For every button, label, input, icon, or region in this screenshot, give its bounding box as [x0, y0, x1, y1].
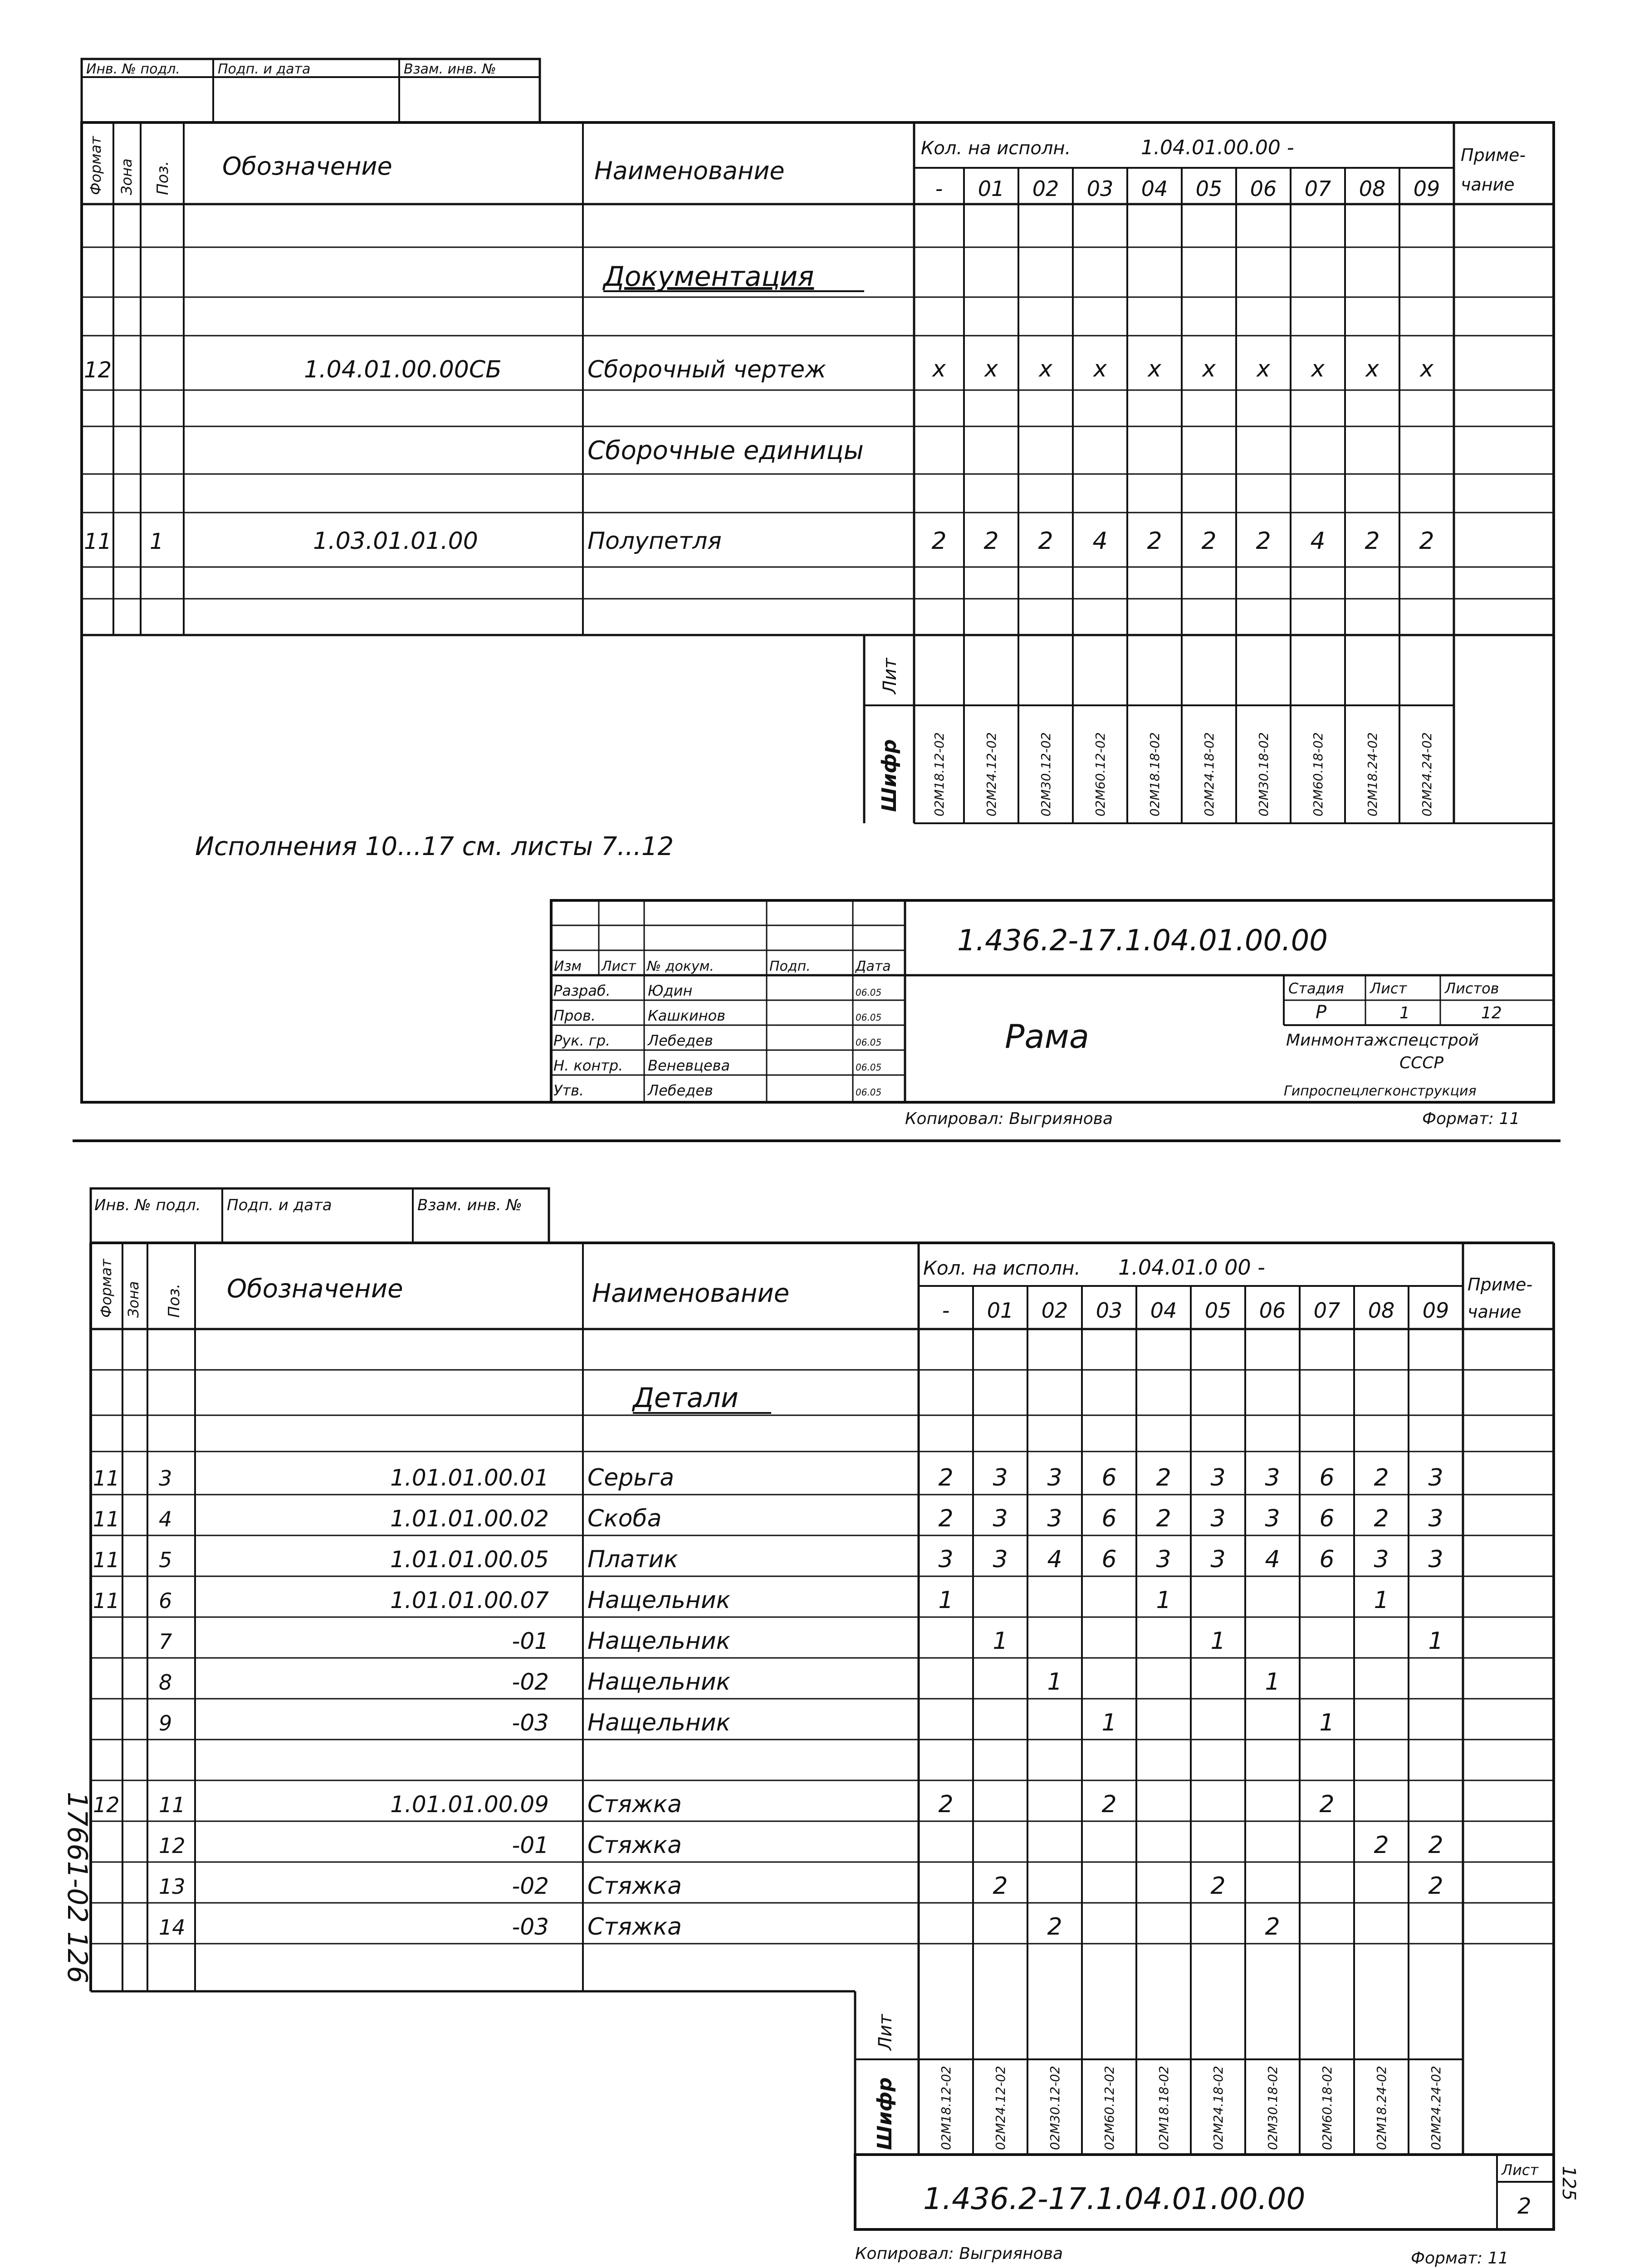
doc-title: Рама [1005, 1017, 1089, 1056]
header-designation: Обозначение [227, 1274, 403, 1304]
title-col-header: Подп. [769, 958, 811, 974]
variant-header: 06 [1259, 1298, 1286, 1323]
variant-code: 02М30.18-02 [1256, 732, 1271, 816]
table-row [159, 1668, 1280, 1696]
cell-designation: 1.01.01.00.02 [390, 1505, 549, 1532]
cell-name: Стяжка [587, 1913, 682, 1941]
qty-cell: 3 [1428, 1546, 1443, 1573]
header-name: Наименование [594, 156, 785, 185]
qty-cell: 1 [993, 1628, 1008, 1655]
row-qty [931, 528, 1434, 555]
qty-cell: 6 [1319, 1464, 1335, 1491]
qty-cell: 4 [1265, 1546, 1280, 1573]
qty-cell: 2 [1038, 528, 1053, 555]
qty-cell: 6 [1101, 1546, 1117, 1573]
qty-cell: x [1257, 356, 1270, 382]
person-date: 06.05 [856, 987, 882, 998]
person-role: Н. контр. [553, 1057, 623, 1074]
qty-cell: 1 [1156, 1587, 1171, 1614]
cell-name: Стяжка [587, 1872, 682, 1900]
qty-cell: 2 [993, 1872, 1008, 1900]
cell-format: 11 [93, 1507, 120, 1531]
header-qty-code: 1.04.01.00.00 - [1141, 136, 1294, 159]
qty-cell: 1 [1319, 1709, 1335, 1736]
variant-header: 02 [1041, 1298, 1068, 1323]
variant-code: 02М24.18-02 [1211, 2066, 1226, 2150]
cell-designation: 1.01.01.00.05 [390, 1546, 549, 1573]
variant-headers [935, 176, 1440, 201]
header-zone: Зона [118, 158, 135, 195]
person-name: Веневцева [648, 1057, 730, 1074]
org-line-2: СССР [1399, 1054, 1444, 1072]
variant-code: 02М24.24-02 [1419, 732, 1434, 816]
variant-header: 02 [1032, 176, 1059, 201]
title-col-header: Лист [602, 958, 636, 974]
qty-cell: 2 [1210, 1872, 1226, 1900]
variant-code: 02М18.18-02 [1156, 2066, 1171, 2150]
variant-header: 01 [978, 176, 1005, 201]
qty-cell: 3 [1210, 1505, 1226, 1532]
table-row [159, 1709, 1335, 1736]
qty-cell: 1 [1428, 1628, 1443, 1655]
qty-cell: 6 [1101, 1464, 1117, 1491]
cell-designation: -01 [512, 1628, 549, 1654]
qty-cell: 2 [1428, 1872, 1443, 1900]
cell-designation: -02 [512, 1873, 549, 1899]
cell-designation: 1.01.01.00.09 [390, 1791, 549, 1818]
header-zone: Зона [125, 1281, 142, 1318]
variant-code: 02М60.12-02 [1102, 2066, 1117, 2150]
cell-pos: 3 [159, 1466, 172, 1491]
cell-pos: 9 [159, 1711, 172, 1735]
qty-cell: 2 [1319, 1791, 1335, 1818]
cell-format: 11 [93, 1466, 120, 1491]
variant-header: 09 [1413, 176, 1440, 201]
qty-cell: 2 [1365, 528, 1380, 555]
lit-label: Лит [875, 2014, 896, 2050]
qty-cell: x [932, 356, 946, 382]
qty-cell: 2 [983, 528, 999, 555]
header-pos: Поз. [154, 161, 172, 195]
qty-cell: 2 [1047, 1913, 1062, 1941]
cell-designation: 1.01.01.00.07 [390, 1587, 549, 1613]
cell-designation: 1.04.01.00.00СБ [304, 356, 502, 383]
title-col-headers [554, 958, 891, 974]
qty-cell: 2 [1201, 528, 1217, 555]
cell-name: Нащельник [587, 1668, 731, 1696]
table-row [93, 1546, 1443, 1573]
variant-code: 02М30.18-02 [1265, 2066, 1280, 2150]
qty-cell: 3 [1265, 1464, 1280, 1491]
qty-cell: 1 [938, 1587, 954, 1614]
qty-cell: 1 [1101, 1709, 1117, 1736]
cell-name: Стяжка [587, 1832, 682, 1859]
cell-pos: 4 [159, 1507, 172, 1531]
qty-cell: 2 [1374, 1832, 1389, 1859]
copied-by: Копировал: Выгриянова [855, 2244, 1063, 2263]
table-frame [82, 122, 1554, 1102]
section-parts: Детали [633, 1382, 739, 1414]
qty-cell: 3 [1265, 1505, 1280, 1532]
cell-name: Нащельник [587, 1587, 731, 1614]
qty-cell: 1 [1265, 1668, 1280, 1696]
header-note-1: Приме- [1468, 1275, 1533, 1295]
sheets-label: Листов [1445, 980, 1499, 997]
qty-cell: 2 [1147, 528, 1162, 555]
lit-label: Лит [880, 658, 900, 694]
variant-code: 02М30.12-02 [1038, 732, 1053, 816]
table-row [93, 1464, 1443, 1491]
qty-cell: 4 [1092, 528, 1108, 555]
person-name: Лебедев [648, 1032, 713, 1049]
corner-note: 125 [1558, 2166, 1579, 2201]
qty-cell: 2 [931, 528, 947, 555]
qty-cell: x [1202, 356, 1216, 382]
spec-table-1 [82, 122, 1554, 1102]
variant-code: 02М18.12-02 [939, 2066, 954, 2150]
qty-cell: 3 [938, 1546, 954, 1573]
variant-header: 06 [1250, 176, 1277, 201]
qty-cell: 6 [1101, 1505, 1117, 1532]
variant-code: 02М24.18-02 [1202, 732, 1217, 816]
variant-header: 05 [1195, 176, 1223, 201]
qty-cell: 2 [1156, 1505, 1171, 1532]
person-date: 06.05 [856, 1037, 882, 1048]
org-line-3: Гипроспецлегконструкция [1284, 1083, 1477, 1099]
shifr-label: Шифр [873, 2077, 896, 2150]
variant-code: 02М18.24-02 [1365, 732, 1380, 816]
table-row [93, 1791, 1335, 1818]
sheet-value: 2 [1517, 2194, 1531, 2219]
cell-name: Серьга [587, 1464, 675, 1491]
cell-format: 11 [93, 1589, 120, 1613]
qty-cell: x [1365, 356, 1379, 382]
variant-code: 02М18.12-02 [932, 732, 947, 816]
cell-name: Скоба [587, 1505, 662, 1532]
title-block-1 [551, 900, 1554, 1102]
header-qty-label: Кол. на исполн. [921, 138, 1071, 159]
variant-code: 02М60.18-02 [1311, 732, 1326, 816]
cell-designation: -02 [512, 1669, 549, 1695]
table-row [93, 1505, 1443, 1532]
qty-cell: 4 [1047, 1546, 1062, 1573]
qty-cell: 2 [938, 1791, 954, 1818]
header-format: Формат [98, 1259, 115, 1318]
person-date: 06.05 [856, 1012, 882, 1023]
header-note-2: чание [1468, 1302, 1521, 1322]
variant-code: 02М18.24-02 [1374, 2066, 1389, 2150]
stamp-label-inv: Инв. № подл. [86, 61, 180, 77]
person-role: Пров. [553, 1007, 596, 1024]
cell-format: 12 [93, 1793, 120, 1817]
qty-cell: 3 [1374, 1546, 1389, 1573]
stamp-label-sign: Подп. и дата [218, 61, 311, 77]
cell-designation: -03 [512, 1710, 549, 1736]
qty-cell: 3 [993, 1505, 1008, 1532]
qty-cell: x [1148, 356, 1161, 382]
variant-header: 03 [1086, 176, 1114, 201]
stage-label: Стадия [1288, 980, 1344, 997]
variant-code: 02М24.12-02 [993, 2066, 1008, 2150]
cell-designation: 1.01.01.00.01 [390, 1465, 549, 1491]
cell-pos: 1 [150, 529, 164, 554]
table-row [159, 1832, 1443, 1859]
format-label: Формат: 11 [1411, 2249, 1509, 2268]
cell-pos: 12 [159, 1833, 186, 1858]
note-executions: Исполнения 10...17 см. листы 7...12 [195, 832, 674, 861]
cell-pos: 14 [159, 1915, 186, 1940]
qty-cell: x [1039, 356, 1052, 382]
title-block-2 [855, 2155, 1554, 2229]
sheet-value: 1 [1399, 1004, 1410, 1022]
doc-number: 1.436.2-17.1.04.01.00.00 [923, 2181, 1306, 2216]
qty-cell: 3 [1210, 1546, 1226, 1573]
header-qty-code: 1.04.01.0 00 - [1118, 1255, 1265, 1280]
org-line-1: Минмонтажспецстрой [1286, 1031, 1479, 1050]
section-assembly-units: Сборочные единицы [587, 436, 864, 465]
variant-code: 02М24.12-02 [984, 732, 999, 816]
variant-code: 02М18.18-02 [1147, 732, 1162, 816]
title-col-header: № докум. [647, 958, 714, 974]
qty-cell: 3 [1047, 1464, 1062, 1491]
person-name: Лебедев [648, 1082, 713, 1099]
qty-cell: 3 [1047, 1505, 1062, 1532]
variant-codes [932, 732, 1434, 816]
person-name: Юдин [648, 982, 693, 999]
stamp-label-replace: Взам. инв. № [404, 61, 496, 77]
variant-headers [942, 1298, 1449, 1323]
side-number: 17661-02 126 [61, 1792, 93, 1984]
shifr-label: Шифр [878, 739, 901, 812]
sheet-1 [82, 59, 1554, 1128]
stage-value: Р [1316, 1002, 1327, 1023]
cell-pos: 8 [159, 1670, 172, 1695]
format-label: Формат: 11 [1422, 1110, 1520, 1128]
stamp-top-2 [91, 1188, 549, 1243]
cell-name: Нащельник [587, 1709, 731, 1736]
qty-cell: 2 [1374, 1505, 1389, 1532]
cell-pos: 6 [159, 1589, 172, 1613]
sheets-value: 12 [1481, 1004, 1502, 1022]
qty-cell: 6 [1319, 1505, 1335, 1532]
cell-format: 12 [84, 357, 112, 383]
qty-cell: 1 [1047, 1668, 1062, 1696]
header-qty-label: Кол. на исполн. [923, 1257, 1081, 1279]
person-role: Утв. [553, 1082, 584, 1099]
qty-cell: 3 [993, 1546, 1008, 1573]
qty-cell: 2 [1101, 1791, 1117, 1818]
variant-header: 07 [1313, 1298, 1340, 1323]
header-name: Наименование [592, 1279, 790, 1308]
variant-code: 02М30.12-02 [1047, 2066, 1062, 2150]
sheet-2 [91, 1188, 1554, 2268]
cell-designation: -01 [512, 1832, 549, 1858]
stamp-label-sign: Подп. и дата [227, 1196, 332, 1214]
variant-header: 08 [1368, 1298, 1395, 1323]
variant-code: 02М60.18-02 [1320, 2066, 1335, 2150]
person-role: Рук. гр. [553, 1032, 611, 1049]
qty-cell: 2 [938, 1464, 954, 1491]
header-note-1: Приме- [1461, 145, 1526, 165]
table-row [159, 1913, 1280, 1941]
cell-pos: 5 [159, 1548, 172, 1572]
stamp-label-replace: Взам. инв. № [417, 1196, 522, 1214]
qty-cell: 2 [938, 1505, 954, 1532]
cell-name: Сборочный чертеж [587, 356, 826, 383]
cell-pos: 7 [159, 1629, 172, 1654]
qty-cell: x [1093, 356, 1107, 382]
qty-cell: 2 [1374, 1464, 1389, 1491]
doc-number: 1.436.2-17.1.04.01.00.00 [957, 924, 1328, 958]
cell-format: 11 [93, 1548, 120, 1572]
sheet-label: Лист [1370, 980, 1407, 997]
qty-cell: x [1311, 356, 1325, 382]
person-date: 06.05 [856, 1087, 882, 1098]
cell-name: Полупетля [587, 528, 722, 555]
qty-cell: 2 [1265, 1913, 1280, 1941]
row-lines [91, 1370, 1554, 1944]
section-documentation: Документация [603, 261, 814, 293]
variant-header: 07 [1304, 176, 1331, 201]
cell-designation: -03 [512, 1914, 549, 1940]
table-row [159, 1872, 1443, 1900]
qty-cell: x [1420, 356, 1433, 382]
variant-header: 01 [987, 1298, 1014, 1323]
sheet-label: Лист [1502, 2161, 1539, 2179]
qty-cell: 3 [1428, 1505, 1443, 1532]
cell-designation: 1.03.01.01.00 [313, 528, 478, 555]
stamp-top-1 [82, 59, 540, 122]
header-designation: Обозначение [222, 152, 392, 181]
qty-cell: 2 [1419, 528, 1434, 555]
cell-pos: 11 [159, 1793, 186, 1817]
variant-header: 04 [1150, 1298, 1177, 1323]
cell-name: Стяжка [587, 1791, 682, 1818]
header-format: Формат [87, 136, 104, 195]
variant-header: 03 [1096, 1298, 1123, 1323]
title-col-header: Изм [554, 958, 582, 974]
qty-cell: 2 [1256, 528, 1271, 555]
person-name: Кашкинов [648, 1007, 726, 1024]
qty-cell: 2 [1428, 1832, 1443, 1859]
person-date: 06.05 [856, 1062, 882, 1073]
qty-cell: 3 [1210, 1464, 1226, 1491]
qty-cell: 3 [1428, 1464, 1443, 1491]
spec-table-2 [91, 1243, 1554, 2155]
qty-cell: x [984, 356, 998, 382]
qty-cell: 2 [1156, 1464, 1171, 1491]
table-row [159, 1628, 1443, 1655]
header-pos: Поз. [165, 1283, 183, 1318]
cell-pos: 13 [159, 1874, 186, 1899]
title-col-header: Дата [856, 958, 891, 974]
variant-code: 02М60.12-02 [1093, 732, 1108, 816]
qty-cell: 1 [1210, 1628, 1226, 1655]
variant-header: - [935, 176, 943, 201]
qty-cell: 3 [1156, 1546, 1171, 1573]
qty-cell: 4 [1310, 528, 1326, 555]
cell-name: Нащельник [587, 1628, 731, 1655]
cell-format: 11 [84, 529, 112, 554]
qty-cell: 6 [1319, 1546, 1335, 1573]
variant-header: 04 [1141, 176, 1168, 201]
header-note-2: чание [1461, 175, 1515, 195]
variant-header: 05 [1204, 1298, 1232, 1323]
stamp-label-inv: Инв. № подл. [94, 1196, 201, 1214]
variant-code: 02М24.24-02 [1428, 2066, 1443, 2150]
qty-cell: 1 [1374, 1587, 1389, 1614]
copied-by: Копировал: Выгриянова [905, 1110, 1113, 1128]
variant-header: 09 [1422, 1298, 1449, 1323]
cell-name: Платик [587, 1546, 678, 1573]
table-row [93, 1587, 1389, 1614]
variant-header: 08 [1359, 176, 1386, 201]
variant-header: - [942, 1298, 950, 1323]
person-role: Разраб. [553, 982, 611, 999]
qty-cell: 3 [993, 1464, 1008, 1491]
